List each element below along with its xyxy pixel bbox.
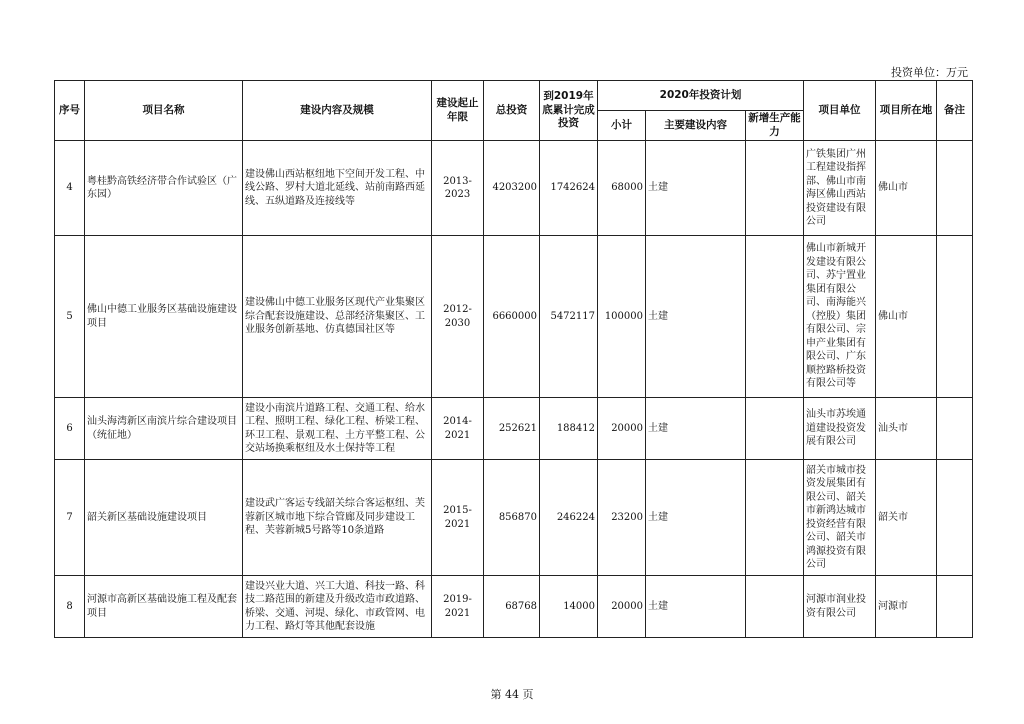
cell-capacity [746, 460, 804, 576]
cell-content: 建设兴业大道、兴工大道、科技一路、科技二路范围的新建及升级改造市政道路、桥梁、交通、河堤、绿化、市政管网、电力工程、路灯等其他配套设施 [243, 576, 432, 638]
cell-seq: 5 [55, 236, 85, 398]
cell-project-name: 韶关新区基础设施建设项目 [85, 460, 243, 576]
cell-period: 2013-2023 [432, 141, 484, 236]
cell-subtotal: 68000 [598, 141, 646, 236]
header-completed: 到2019年底累计完成投资 [540, 81, 598, 141]
cell-remark [937, 236, 973, 398]
page-number: 第 44 页 [490, 688, 534, 701]
cell-capacity [746, 141, 804, 236]
investment-unit-label: 投资单位：万元 [891, 66, 968, 79]
cell-completed: 14000 [540, 576, 598, 638]
cell-content: 建设佛山西站枢纽地下空间开发工程、中线公路、罗村大道北延线、站前南路西延线、五纵道路及连接线等 [243, 141, 432, 236]
cell-total: 856870 [484, 460, 540, 576]
header-name: 项目名称 [85, 81, 243, 141]
cell-location: 汕头市 [876, 398, 937, 460]
cell-project-name: 佛山中德工业服务区基础设施建设项目 [85, 236, 243, 398]
header-main-content: 主要建设内容 [646, 111, 746, 141]
header-capacity: 新增生产能力 [746, 111, 804, 141]
cell-location: 佛山市 [876, 141, 937, 236]
cell-completed: 246224 [540, 460, 598, 576]
cell-remark [937, 460, 973, 576]
table-row [55, 236, 973, 398]
cell-unit: 韶关市城市投资发展集团有限公司、韶关市新鸿达城市投资经营有限公司、韶关市鸿源投资有限公司 [804, 460, 876, 576]
table-row [55, 141, 973, 236]
cell-seq: 4 [55, 141, 85, 236]
cell-seq: 6 [55, 398, 85, 460]
cell-unit: 汕头市苏埃通道建设投资发展有限公司 [804, 398, 876, 460]
cell-total: 4203200 [484, 141, 540, 236]
cell-subtotal: 20000 [598, 398, 646, 460]
cell-total: 6660000 [484, 236, 540, 398]
cell-unit: 广铁集团广州工程建设指挥部、佛山市南海区佛山西站投资建设有限公司 [804, 141, 876, 236]
cell-unit: 佛山市新城开发建设有限公司、苏宁置业集团有限公司、南海能兴（控股）集团有限公司、宗申产业集团有限公司、广东顺控路桥投资有限公司等 [804, 236, 876, 398]
cell-remark [937, 576, 973, 638]
cell-completed: 1742624 [540, 141, 598, 236]
header-total: 总投资 [484, 81, 540, 141]
header-seq: 序号 [55, 81, 85, 141]
cell-seq: 7 [55, 460, 85, 576]
header-location: 项目所在地 [876, 81, 937, 141]
cell-period: 2019-2021 [432, 576, 484, 638]
table-row [55, 576, 973, 638]
header-plan2020: 2020年投资计划 [598, 81, 804, 111]
cell-capacity [746, 398, 804, 460]
cell-period: 2014-2021 [432, 398, 484, 460]
cell-subtotal: 20000 [598, 576, 646, 638]
table-row [55, 398, 973, 460]
cell-main-content: 土建 [646, 141, 746, 236]
cell-seq: 8 [55, 576, 85, 638]
cell-content: 建设小南滨片道路工程、交通工程、给水工程、照明工程、绿化工程、桥梁工程、环卫工程、景观工程、土方平整工程、公交站场换乘枢纽及水土保持等工程 [243, 398, 432, 460]
cell-main-content: 土建 [646, 236, 746, 398]
cell-location: 佛山市 [876, 236, 937, 398]
cell-content: 建设佛山中德工业服务区现代产业集聚区综合配套设施建设、总部经济集聚区、工业服务创新基地、仿真德国社区等 [243, 236, 432, 398]
cell-project-name: 河源市高新区基础设施工程及配套项目 [85, 576, 243, 638]
cell-remark [937, 141, 973, 236]
cell-location: 河源市 [876, 576, 937, 638]
cell-main-content: 土建 [646, 460, 746, 576]
investment-plan-table [54, 80, 973, 638]
cell-project-name: 粤桂黔高铁经济带合作试验区（广东园） [85, 141, 243, 236]
header-content: 建设内容及规模 [243, 81, 432, 141]
cell-capacity [746, 236, 804, 398]
header-unit: 项目单位 [804, 81, 876, 141]
cell-remark [937, 398, 973, 460]
cell-capacity [746, 576, 804, 638]
cell-total: 68768 [484, 576, 540, 638]
cell-content: 建设武广客运专线韶关综合客运枢纽、芙蓉新区城市地下综合管廊及同步建设工程、芙蓉新城5号路等10条道路 [243, 460, 432, 576]
header-subtotal: 小计 [598, 111, 646, 141]
cell-location: 韶关市 [876, 460, 937, 576]
cell-subtotal: 100000 [598, 236, 646, 398]
header-remark: 备注 [937, 81, 973, 141]
cell-period: 2012-2030 [432, 236, 484, 398]
cell-completed: 188412 [540, 398, 598, 460]
cell-main-content: 土建 [646, 576, 746, 638]
cell-completed: 5472117 [540, 236, 598, 398]
cell-unit: 河源市润业投资有限公司 [804, 576, 876, 638]
table-row [55, 460, 973, 576]
cell-total: 252621 [484, 398, 540, 460]
cell-period: 2015-2021 [432, 460, 484, 576]
cell-subtotal: 23200 [598, 460, 646, 576]
header-period: 建设起止年限 [432, 81, 484, 141]
cell-project-name: 汕头海湾新区南滨片综合建设项目（统征地） [85, 398, 243, 460]
cell-main-content: 土建 [646, 398, 746, 460]
